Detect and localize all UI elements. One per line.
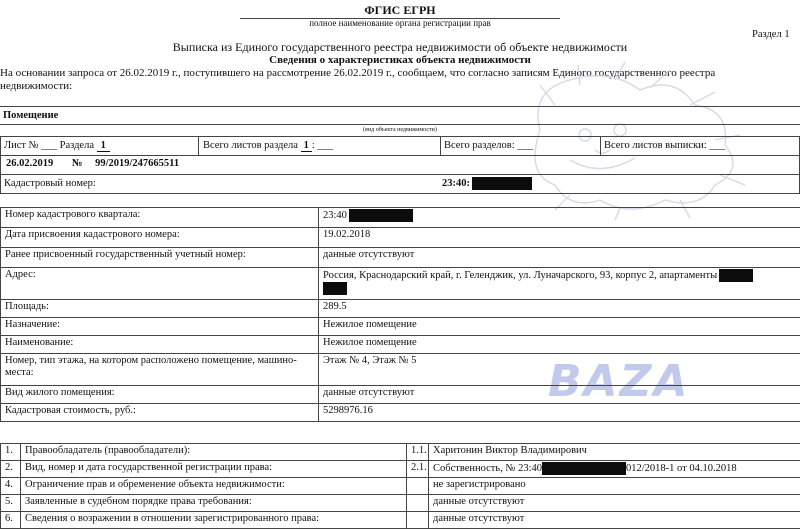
row-value-text: данные отсутствуют: [323, 249, 415, 260]
table-row: [1, 268, 800, 300]
row-label: Адрес:: [1, 268, 319, 300]
cadastral-number-label: Кадастровый номер:: [4, 178, 96, 189]
redaction-bar: [719, 269, 753, 282]
row-value-text: 5298976.16: [323, 405, 373, 416]
redaction-bar: [349, 209, 413, 222]
row-value-text: 23:40: [323, 209, 347, 221]
rights-value-text: Харитонин Виктор Владимирович: [433, 445, 587, 456]
rights-number: 1.: [1, 444, 21, 461]
extract-number: 99/2019/247665511: [95, 158, 180, 169]
row-value-text: Нежилое помещение: [323, 337, 417, 348]
rights-number: 2.: [1, 461, 21, 478]
cadastral-number-prefix: 23:40:: [442, 177, 470, 189]
total-sheets-label: Всего листов раздела: [203, 140, 298, 151]
rights-value-text: данные отсутствуют: [433, 513, 525, 524]
row-label: Назначение:: [1, 318, 319, 336]
sheet-number-label: Лист № ___ Раздела: [4, 140, 94, 151]
table-row: [1, 404, 800, 422]
table-row: [1, 386, 800, 404]
rights-value-prefix: Собственность, № 23:40: [433, 462, 542, 474]
total-sheets-suffix: : ___: [311, 140, 334, 151]
rights-number: 5.: [1, 495, 21, 512]
total-extract-sheets: Всего листов выписки: ___: [604, 140, 726, 151]
rights-row: [1, 478, 800, 495]
extract-date-number: [6, 158, 179, 169]
row-label: Вид жилого помещения:: [1, 386, 319, 404]
rights-label: Правообладатель (правообладатели):: [21, 444, 407, 461]
rights-sub-number: [407, 478, 429, 495]
watermark-text: BAZA: [548, 356, 690, 407]
rights-sub-number: 1.1.: [407, 444, 429, 461]
row-value: [319, 300, 800, 318]
row-value: [319, 268, 800, 300]
rights-value-text: не зарегистрировано: [433, 479, 526, 490]
rights-row: [1, 495, 800, 512]
table-row: [1, 336, 800, 354]
org-caption: полное наименование органа регистрации прав: [309, 18, 491, 28]
table-row: [1, 300, 800, 318]
rights-value: [429, 461, 800, 478]
redaction-bar: [323, 282, 347, 295]
total-sheets-value: 1: [301, 140, 312, 152]
rights-value: [429, 512, 800, 529]
rights-row: [1, 444, 800, 461]
row-label: Номер, тип этажа, на котором расположено помещение, машино-места:: [1, 354, 319, 386]
total-sections: Всего разделов: ___: [444, 140, 533, 151]
characteristics-table: [0, 207, 800, 422]
rights-sub-number: [407, 512, 429, 529]
redaction-bar: [472, 177, 532, 190]
row-value: [319, 228, 800, 248]
rights-label: Заявленные в судебном порядке права требования:: [21, 495, 407, 512]
rights-label: Сведения о возражении в отношении зарегистрированного права:: [21, 512, 407, 529]
number-sign: №: [71, 158, 83, 169]
rights-value: [429, 478, 800, 495]
row-value-text: Россия, Краснодарский край, г. Геленджик, ул. Луначарского, 93, корпус 2, апартаменты: [323, 269, 718, 281]
row-label: Наименование:: [1, 336, 319, 354]
object-kind: Помещение: [3, 110, 59, 121]
table-row: [1, 318, 800, 336]
row-label: Площадь:: [1, 300, 319, 318]
rights-sub-number: 2.1.: [407, 461, 429, 478]
rights-number: 4.: [1, 478, 21, 495]
rights-label: Вид, номер и дата государственной регистрации права:: [21, 461, 407, 478]
rights-sub-number: [407, 495, 429, 512]
table-row: [1, 248, 800, 268]
section-label: Раздел 1: [752, 29, 790, 40]
rights-label: Ограничение прав и обременение объекта недвижимости:: [21, 478, 407, 495]
document-title: Выписка из Единого государственного реестра недвижимости об объекте недвижимости: [172, 40, 628, 54]
row-value-text: Нежилое помещение: [323, 319, 417, 330]
row-value: [319, 404, 800, 422]
rights-value: [429, 444, 800, 461]
table-row: [1, 208, 800, 228]
rights-value-text: данные отсутствуют: [433, 496, 525, 507]
cadastral-number-value: [442, 177, 532, 190]
row-label: Кадастровая стоимость, руб.:: [1, 404, 319, 422]
row-value-text: 289.5: [323, 301, 347, 312]
row-value-text: 19.02.2018: [323, 229, 371, 240]
row-label: Номер кадастрового квартала:: [1, 208, 319, 228]
basis-text: На основании запроса от 26.02.2019 г., поступившего на рассмотрение 26.02.2019 г., сообщаем, что согласно записям Единого государственного реестра: [0, 67, 716, 79]
rights-row: [1, 461, 800, 478]
section-number: 1: [97, 140, 110, 152]
row-value-text: данные отсутствуют: [323, 387, 415, 398]
rights-number: 6.: [1, 512, 21, 529]
rights-value: [429, 495, 800, 512]
total-sheets: [203, 140, 333, 151]
rights-row: [1, 512, 800, 529]
basis-text-cont: недвижимости:: [0, 80, 73, 92]
org-name: ФГИС ЕГРН: [364, 3, 436, 17]
row-value-text: Этаж № 4, Этаж № 5: [323, 355, 417, 366]
row-label: Ранее присвоенный государственный учетный номер:: [1, 248, 319, 268]
table-row: [1, 228, 800, 248]
row-value: [319, 354, 800, 386]
row-value: [319, 208, 800, 228]
row-label: Дата присвоения кадастрового номера:: [1, 228, 319, 248]
object-kind-caption: (вид объекта недвижимости): [363, 127, 437, 133]
document-subtitle: Сведения о характеристиках объекта недвижимости: [269, 54, 531, 66]
table-row: [1, 354, 800, 386]
rights-value-suffix: 012/2018-1 от 04.10.2018: [626, 462, 737, 474]
extract-date: 26.02.2019: [6, 158, 54, 169]
redaction-bar: [542, 462, 626, 475]
row-value: [319, 318, 800, 336]
rights-table: [0, 443, 800, 529]
row-value: [319, 336, 800, 354]
row-value: [319, 248, 800, 268]
sheet-number: [4, 140, 110, 151]
row-value: [319, 386, 800, 404]
